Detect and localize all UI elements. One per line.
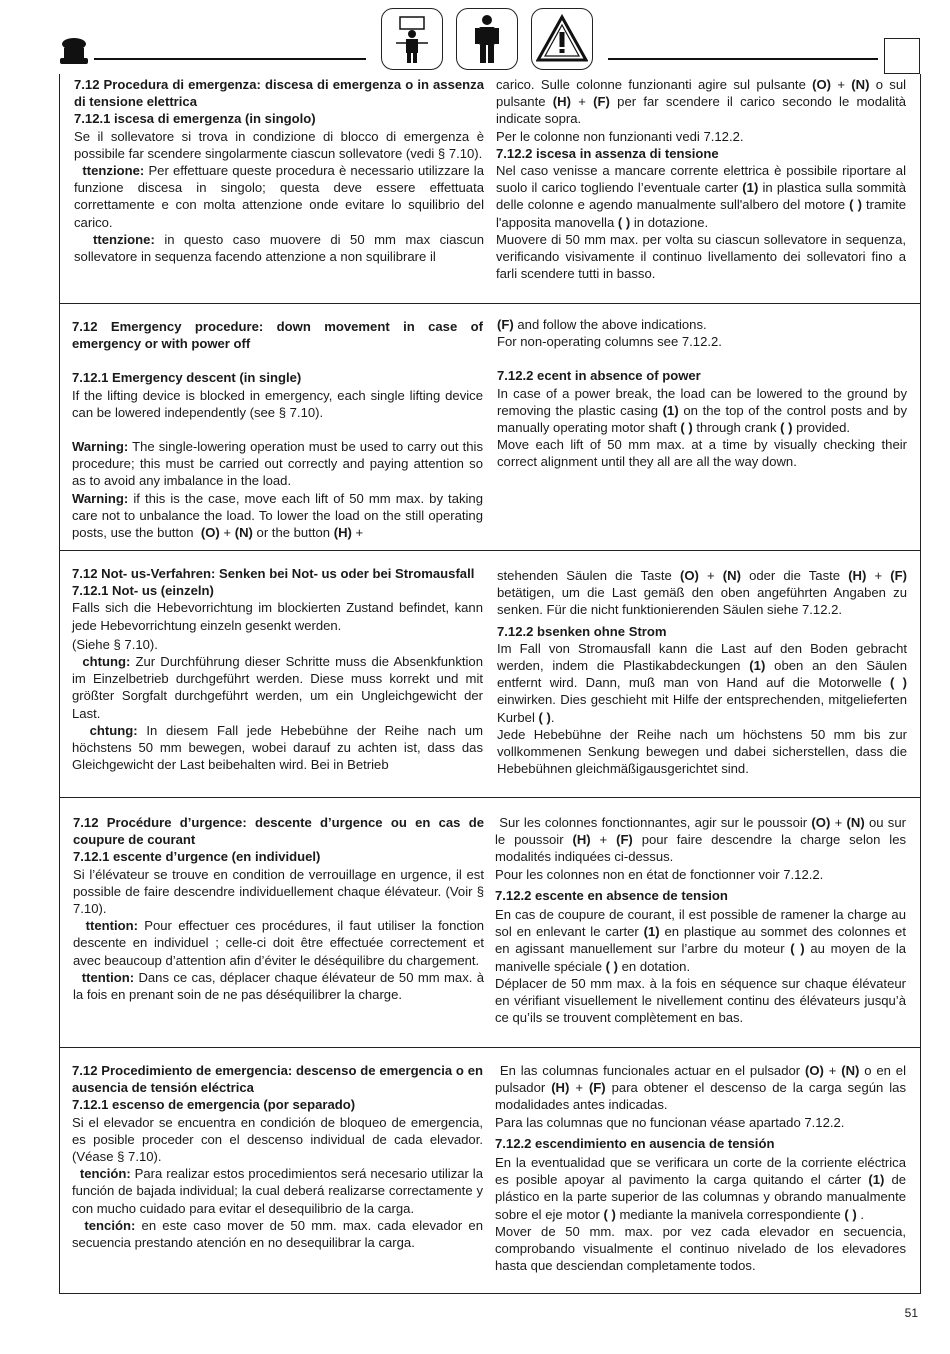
warning-label: Warning:	[72, 490, 129, 506]
paragraph: Move each lift of 50 mm max. at a time by visually checking their correct alignment until they all are all the way down.	[497, 437, 907, 470]
right-column	[497, 567, 907, 777]
warning-paragraph	[72, 438, 483, 490]
paragraph: carico. Sulle colonne funzionanti agire sul pulsante (O) + (N) o sul pulsante (H) + (F) per far scendere il carico secondo le modalità indicate sopra.	[496, 77, 907, 127]
section-title: 7.12 Procedimiento de emergencia: descenso de emergencia o en ausencia de tensión eléctrica	[72, 1063, 483, 1096]
paragraph: Nel caso venisse a mancare corrente elettrica è possibile riportare al suolo il carico togliendo l’eventuale carter (1) in plastica sulla sommità delle colonne e agendo manualmente sull'albero del motore ( ) tramite l'apposita manovella ( ) in dotazione.	[496, 163, 907, 230]
page-number: 51	[904, 1306, 918, 1320]
paragraph: Se il sollevatore si trova in condizione di blocco di emergenza è possibile far scendere singolarmente ciascun sollevatore (vedi § 7.10).	[74, 128, 484, 161]
section-french	[60, 797, 920, 1048]
paragraph: Muovere di 50 mm max. per volta su ciascun sollevatore in sequenza, verificando visivamente il continuo livellamento dei sollevatori fino a farli scendere tutti in basso.	[496, 231, 906, 282]
paragraph: Para las columnas que no funcionan véase apartado 7.12.2.	[495, 1114, 845, 1130]
warning-text: Para realizar estos procedimientos será necesario utilizar la función de bajada individual; la cual deberá realizarse correctamente y con mucho cuidado para evitar el desequilibrio de la carga.	[72, 1166, 484, 1216]
paragraph: For non-operating columns see 7.12.2.	[497, 334, 722, 350]
technician-icon	[381, 8, 443, 70]
paragraph: Si l’élévateur se trouve en condition de verrouillage en urgence, il est possible de faire descendre individuellement chaque élévateur. (Voir § 7.10).	[73, 866, 484, 917]
paragraph: stehenden Säulen die Taste (O) + (N) oder die Taste (H) + (F) betätigen, um die Last gemäß den oben angeführten Angaben zu senken. Für die nicht funktionierenden Säulen siehe 7.12.2.	[497, 568, 908, 618]
warning-paragraph	[72, 653, 483, 722]
warning-paragraph	[73, 917, 484, 969]
paragraph: Déplacer de 50 mm max. à la fois en séquence sur chaque élévateur en vérifiant visuellement le nivellement continu des élévateurs jusqu’à ce qu’ils se trouvent complètement en bas.	[495, 975, 906, 1026]
warning-text: Zur Durchführung dieser Schritte muss die Absenkfunktion im Einzelbetrieb durchgeführt werden. Diese muss korrekt und mit größter Sorgfalt durchgeführt werden, um ein Ungleichgewicht der Last.	[72, 654, 483, 721]
warning-label: ttention:	[85, 918, 138, 934]
paragraph: Jede Hebebühne der Reihe nach um höchstens 50 mm bis zur vollkommenen Senkung bewegen und dabei sicherstellen, dass die Hebebühnen gleichmäßigausgerichtet sind.	[497, 726, 907, 777]
warning-label: chtung:	[82, 654, 131, 670]
paragraph: Sur les colonnes fonctionnantes, agir sur le poussoir (O) + (N) ou sur le poussoir (H) + (F) pour faire descendre la charge selon les modalités indiquées ci-dessus.	[495, 815, 907, 865]
subsection-title: 7.12.1 Not- us (einzeln)	[72, 583, 214, 599]
right-column	[495, 814, 906, 1026]
operator-icon	[456, 8, 518, 70]
warning-text: Pour effectuer ces procédures, il faut utiliser la fonction descente en individuel ; celle-ci doit être effectuée correctement et avec beaucoup d’attention afin d’éviter le déséquilibre du chargement.	[73, 918, 485, 968]
left-column	[72, 565, 483, 773]
warning-paragraph	[73, 969, 484, 1003]
right-column	[497, 316, 907, 471]
paragraph: Mover de 50 mm. max. por vez cada elevador en secuencia, comprobando visualmente el continuo nivelado de los elevadores hasta que desciendan completamente todos.	[495, 1223, 906, 1274]
warning-text: Dans ce cas, déplacer chaque élévateur de 50 mm max. à la fois en prenant soin de ne pas déséquilibrer la charge.	[73, 969, 485, 1003]
section-title: 7.12 Not- us-Verfahren: Senken bei Not- us oder bei Stromausfall	[72, 566, 475, 581]
section-english	[60, 303, 920, 551]
paragraph: If the lifting device is blocked in emergency, each single lifting device can be lowered independently (see § 7.10).	[72, 387, 483, 420]
paragraph: En la eventualidad que se verificara un corte de la corriente eléctrica es posible apoyar al pavimento la carga quitando el cárter (1) de plástico en la parte superior de las columnas y obrando manualmente sobre el eje motor ( ) mediante la manivela correspondiente ( ) .	[495, 1155, 907, 1222]
content-frame	[59, 74, 921, 1294]
warning-text: Per effettuare queste procedura è necessario utilizzare la funzione discesa in singolo; questa deve essere effettuata correttamente e con molta attenzione onde evitare lo squilibrio del carico.	[74, 163, 485, 230]
subsection-title: 7.12.2 bsenken ohne Strom	[497, 623, 667, 639]
warning-label: Warning:	[72, 439, 129, 455]
paragraph: En las columnas funcionales actuar en el pulsador (O) + (N) o en el pulsador (H) + (F) para obtener el descenso de la carga según las modalidades antes indicadas.	[495, 1063, 906, 1113]
warning-paragraph	[74, 231, 484, 265]
section-italian	[60, 74, 920, 303]
subsection-title: 7.12.2 iscesa in assenza di tensione	[496, 145, 719, 161]
warning-paragraph	[74, 162, 484, 231]
technician-logo	[56, 36, 92, 66]
paragraph: (Siehe § 7.10).	[72, 636, 158, 652]
header-rule-right	[608, 58, 878, 60]
warning-label: ttenzione:	[92, 231, 155, 247]
left-column	[72, 318, 483, 541]
warning-label: chtung:	[89, 722, 138, 738]
paragraph: Falls sich die Hebevorrichtung im blockierten Zustand befindet, kann jede Hebevorrichtung einzeln gesenkt werden.	[72, 600, 483, 633]
warning-paragraph	[72, 1165, 483, 1217]
warning-label: ttention:	[81, 969, 135, 985]
paragraph: Si el elevador se encuentra en condición de bloqueo de emergencia, es posible proceder con el descenso individual de cada elevador. (Véase § 7.10).	[72, 1114, 483, 1165]
right-column	[495, 1062, 906, 1274]
warning-paragraph: Warning: if this is the case, move each lift of 50 mm max. by taking care not to unbalance the load. To lower the load on the still operating posts, use the button (O) + (N) or the button (H) +	[72, 490, 484, 541]
section-spanish	[60, 1047, 920, 1294]
section-german	[60, 550, 920, 798]
header-rule-left	[94, 58, 366, 60]
subsection-title: 7.12.1 escenso de emergencia (por separado)	[72, 1097, 356, 1113]
left-column	[73, 814, 484, 1003]
paragraph: Im Fall von Stromausfall kann die Last auf den Boden gebracht werden, indem die Plastikabdeckungen (1) oben an den Säulen entfernt wird. Dann, muß man von Hand auf die Motorwelle ( ) einwirken. Dies geschieht mit Hilfe der entsprechenden, mitgelieferten Kurbel ( ).	[497, 640, 907, 725]
warning-paragraph	[72, 722, 483, 774]
paragraph: In case of a power break, the load can be lowered to the ground by removing the plastic casing (1) on the top of the control posts and by manually operating motor shaft ( ) through crank ( ) provided.	[497, 385, 908, 436]
paragraph: (F) and follow the above indications.	[497, 317, 707, 332]
warning-text: in questo caso muovere di 50 mm max ciascun sollevatore in sequenza facendo attenzione a non squilibrare il	[74, 231, 485, 265]
paragraph: En cas de coupure de courant, il est possible de ramener la charge au sol en enlevant le carter (1) en plastique au sommet des colonnes et en agissant manuellement sur l’arbre du moteur ( ) au moyen de la manivelle spéciale ( ) en dotation.	[495, 907, 907, 974]
warning-text: en este caso mover de 50 mm. max. cada elevador en secuencia prestando atención en no desequilibrar la carga.	[72, 1217, 483, 1251]
warning-icon	[531, 8, 593, 70]
warning-text: In diesem Fall jede Hebebühne der Reihe nach um höchstens 50 mm bewegen, wobei darauf zu achten ist, dass das Gleichgewicht der Last beibehalten wird. Bei in Betrieb	[72, 722, 483, 773]
section-title: 7.12 Procédure d’urgence: descente d’urgence ou en cas de coupure de courant	[73, 815, 484, 848]
warning-text: The single-lowering operation must be used to carry out this procedure; this must be carried out correctly and paying attention so as to avoid any imbalance in the load.	[72, 439, 483, 489]
section-title: 7.12 Procedura di emergenza: discesa di emergenza o in assenza di tensione elettrica	[74, 77, 484, 110]
subsection-title: 7.12.2 escendimiento en ausencia de tensión	[495, 1135, 775, 1151]
subsection-title: 7.12.2 ecent in absence of power	[497, 368, 701, 384]
subsection-title: 7.12.2 escente en absence de tension	[495, 887, 728, 903]
paragraph: Per le colonne non funzionanti vedi 7.12.2.	[496, 128, 744, 144]
section-title: 7.12 Emergency procedure: down movement in case of emergency or with power off	[72, 319, 483, 352]
left-column	[74, 76, 484, 265]
paragraph: Pour les colonnes non en état de fonctionner voir 7.12.2.	[495, 866, 824, 882]
warning-label: ttenzione:	[82, 163, 145, 179]
warning-label: tención:	[79, 1166, 131, 1182]
right-column	[496, 76, 906, 282]
subsection-title: 7.12.1 escente d’urgence (en individuel)	[73, 849, 321, 865]
left-column	[72, 1062, 483, 1251]
warning-label: tención:	[84, 1217, 136, 1233]
subsection-title: 7.12.1 Emergency descent (in single)	[72, 370, 302, 386]
language-box	[884, 38, 920, 74]
warning-paragraph	[72, 1217, 483, 1251]
subsection-title: 7.12.1 iscesa di emergenza (in singolo)	[74, 111, 316, 127]
